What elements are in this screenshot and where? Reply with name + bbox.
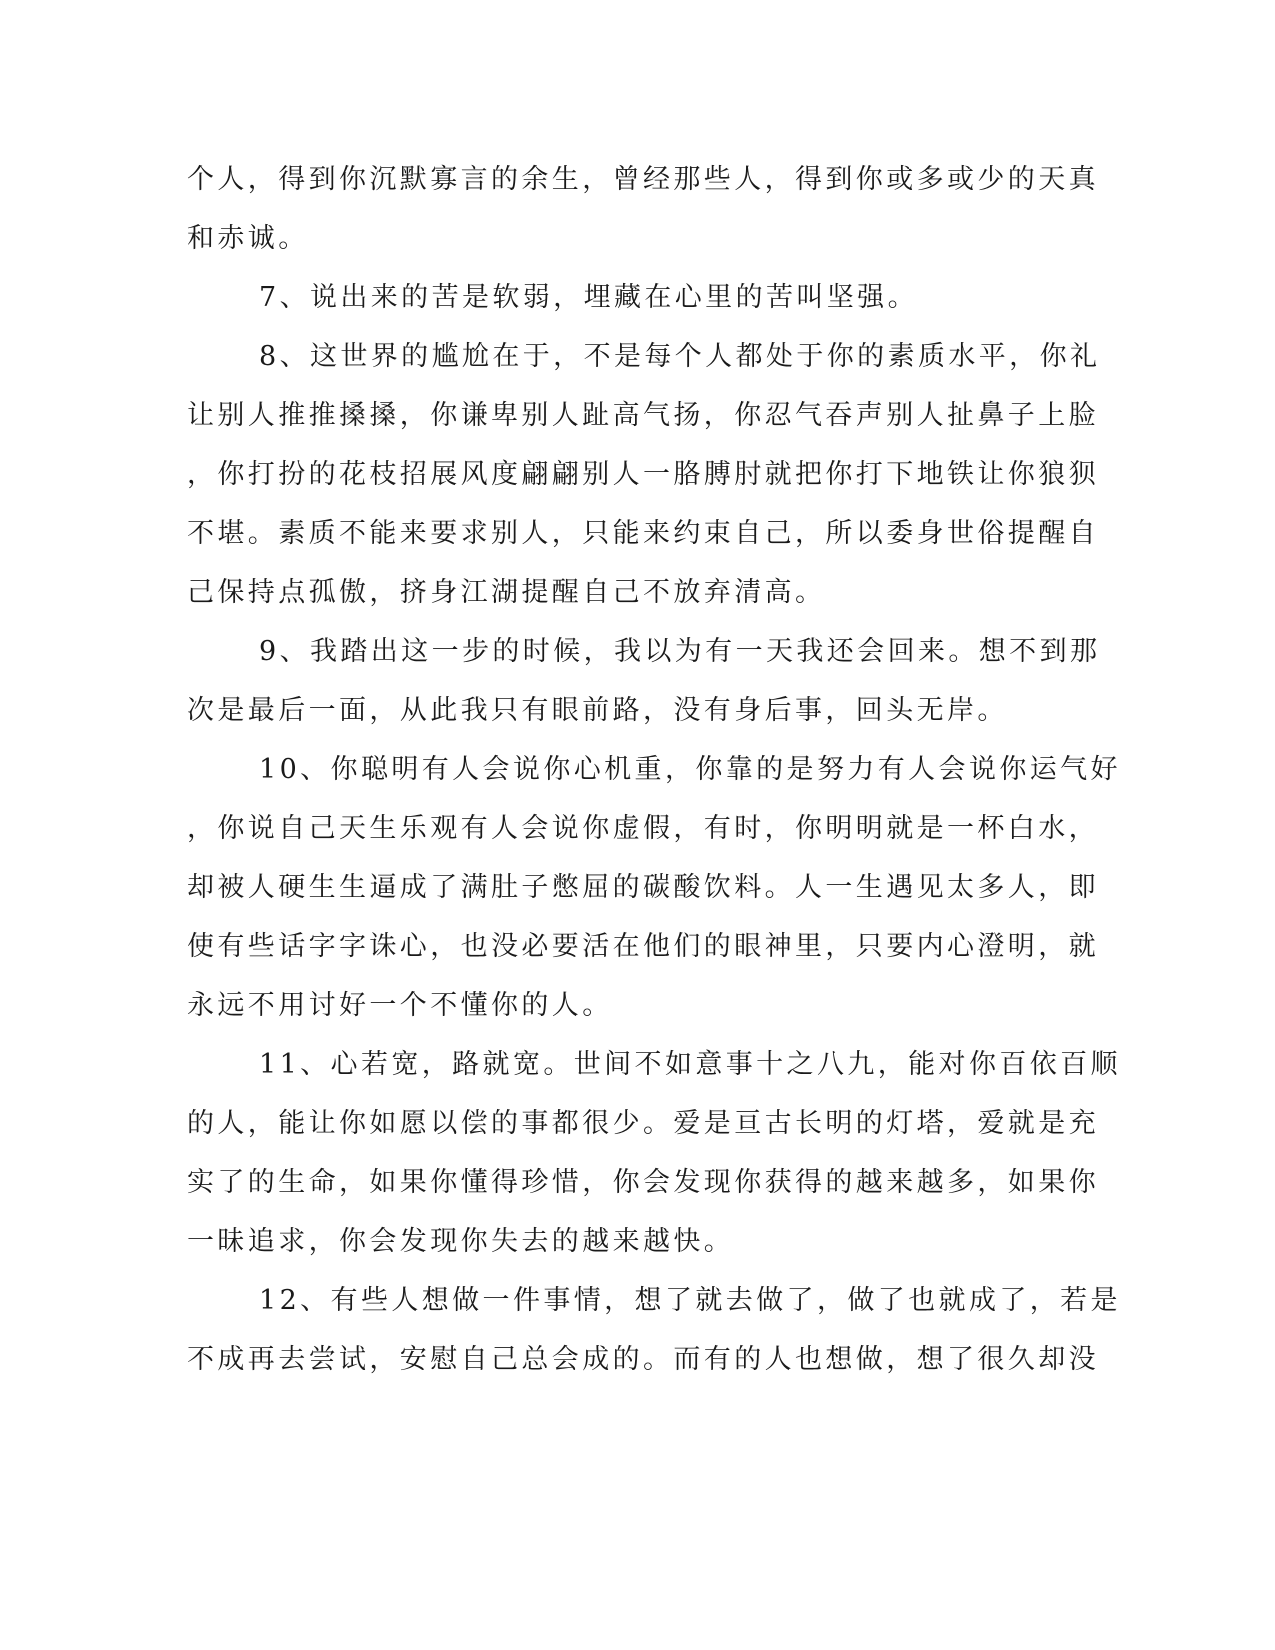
paragraph-10-line: 10、你聪明有人会说你心机重，你靠的是努力有人会说你运气好 [259, 754, 1121, 785]
text-line: 不堪。素质不能来要求别人，只能来约束自己，所以委身世俗提醒自 [187, 518, 1099, 549]
paragraph-8-line: 8、这世界的尴尬在于，不是每个人都处于你的素质水平，你礼 [259, 341, 1101, 372]
text-line: ，你说自己天生乐观有人会说你虚假，有时，你明明就是一杯白水， [187, 813, 1099, 844]
text-line: 一昧追求，你会发现你失去的越来越快。 [187, 1226, 735, 1257]
text-line: 让别人推推搡搡，你谦卑别人趾高气扬，你忍气吞声别人扯鼻子上脸 [187, 400, 1099, 431]
text-line: 不成再去尝试，安慰自己总会成的。而有的人也想做，想了很久却没 [187, 1344, 1099, 1375]
text-line: 次是最后一面，从此我只有眼前路，没有身后事，回头无岸。 [187, 695, 1008, 726]
text-line: 的人，能让你如愿以偿的事都很少。爱是亘古长明的灯塔，爱就是充 [187, 1108, 1099, 1139]
text-line: 实了的生命，如果你懂得珍惜，你会发现你获得的越来越多，如果你 [187, 1167, 1099, 1198]
text-line: 却被人硬生生逼成了满肚子憋屈的碳酸饮料。人一生遇见太多人，即 [187, 872, 1099, 903]
paragraph-7-line: 7、说出来的苦是软弱，埋藏在心里的苦叫坚强。 [259, 282, 918, 313]
text-line: 个人，得到你沉默寡言的余生，曾经那些人，得到你或多或少的天真 [187, 164, 1099, 195]
paragraph-12-line: 12、有些人想做一件事情，想了就去做了，做了也就成了，若是 [259, 1285, 1121, 1316]
text-line: 使有些话字字诛心，也没必要活在他们的眼神里，只要内心澄明，就 [187, 931, 1099, 962]
text-line: 和赤诚。 [187, 223, 309, 254]
paragraph-9-line: 9、我踏出这一步的时候，我以为有一天我还会回来。想不到那 [259, 636, 1101, 667]
paragraph-11-line: 11、心若宽，路就宽。世间不如意事十之八九，能对你百依百顺 [259, 1049, 1121, 1080]
text-line: ，你打扮的花枝招展风度翩翩别人一胳膊肘就把你打下地铁让你狼狈 [187, 459, 1099, 490]
text-line: 己保持点孤傲，挤身江湖提醒自己不放弃清高。 [187, 577, 826, 608]
text-line: 永远不用讨好一个不懂你的人。 [187, 990, 613, 1021]
